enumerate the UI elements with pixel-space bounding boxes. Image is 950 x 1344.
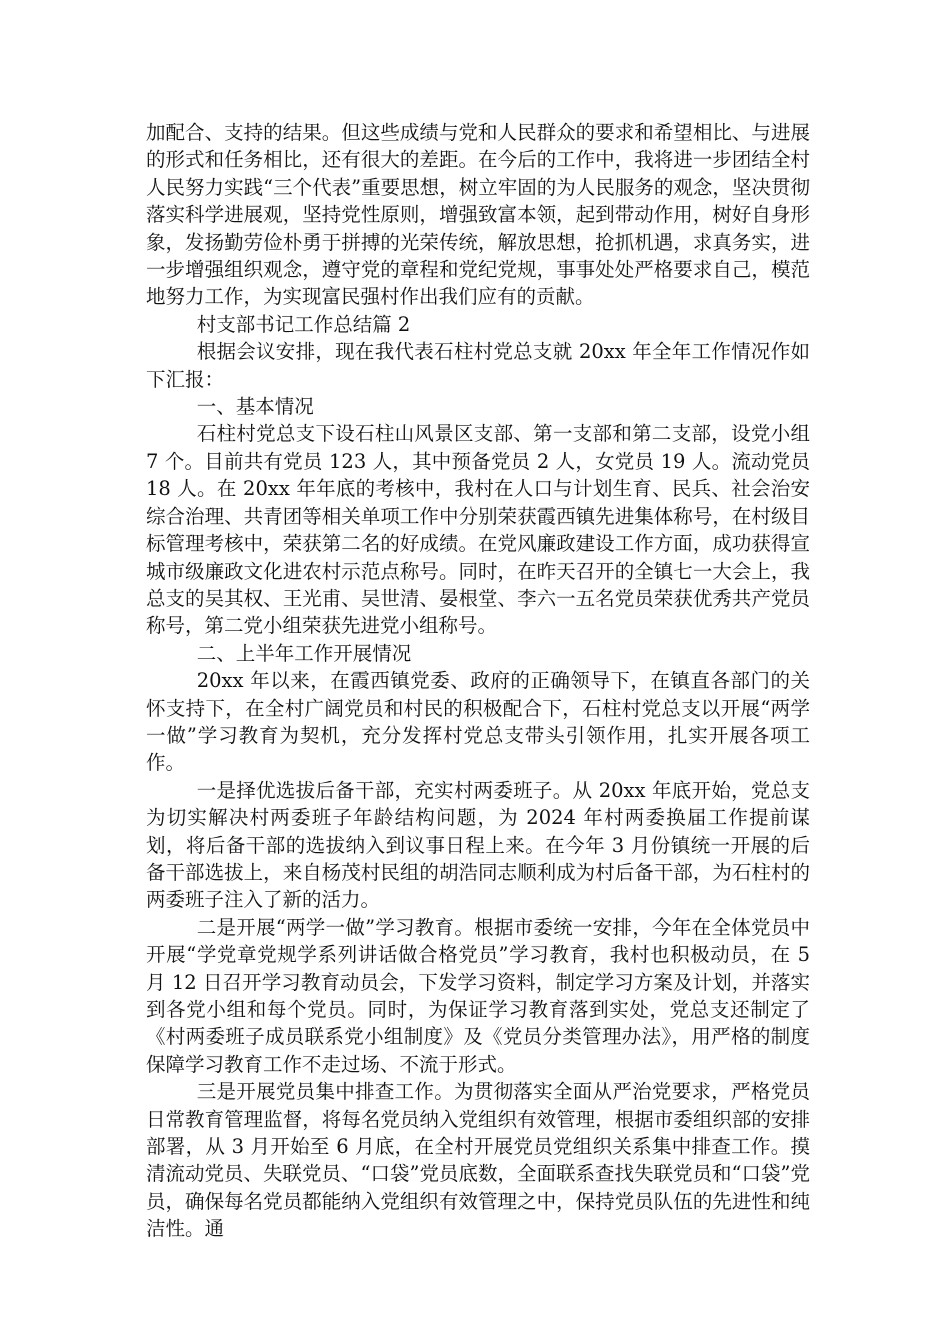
paragraph-reserve-cadres: 一是择优选拔后备干部，充实村两委班子。从 20xx 年底开始，党总支为切实解决村两委班子年龄结构问题，为 2024 年村两委换届工作提前谋划，将后备干部的选拔纳入到议事日程上来。在今年 3 月份镇统一开展的后备干部选拔上，来自杨茂村民组的胡浩同志顺利成为村后备干部，为石柱村的两委班子注入了新的活力。 bbox=[146, 778, 810, 912]
document-body bbox=[146, 119, 810, 1243]
paragraph-conclusion: 加配合、支持的结果。但这些成绩与党和人民群众的要求和希望相比、与进展的形式和任务相比，还有很大的差距。在今后的工作中，我将进一步团结全村人民努力实践“三个代表”重要思想，树立牢固的为人民服务的观念，坚决贯彻落实科学进展观，坚持党性原则，增强致富本领，起到带动作用，树好自身形象，发扬勤劳俭朴勇于拼搏的光荣传统，解放思想，抢抓机遇，求真务实，进一步增强组织观念，遵守党的章程和党纪党规，事事处处严格要求自己，模范地努力工作，为实现富民强村作出我们应有的贡献。 bbox=[146, 121, 810, 309]
section-title-report-2: 村支部书记工作总结篇 2 bbox=[196, 312, 411, 336]
paragraph-basic-situation: 石柱村党总支下设石柱山风景区支部、第一支部和第二支部，设党小组 7 个。目前共有党员 123 人，其中预备党员 2 人，女党员 19 人。流动党员 18 人。在 20xx 年年底的考核中，我村在人口与计划生育、民兵、社会治安综合治理、共青团等相关单项工作中分别荣获霞西镇先进集体称号，在村级目标管理考核中，荣获第二名的好成绩。在党风廉政建设工作方面，成功获得宣城市级廉政文化进农村示范点称号。同时，在昨天召开的全镇七一大会上，我总支的吴其权、王光甫、吴世清、晏根堂、李六一五名党员荣获优秀共产党员称号，第二党小组荣获先进党小组称号。 bbox=[146, 422, 810, 638]
paragraph-study-education: 二是开展“两学一做”学习教育。根据市委统一安排，今年在全体党员中开展“学党章党规学系列讲话做合格党员”学习教育，我村也积极动员，在 5 月 12 日召开学习教育动员会，下发学习资料，制定学习方案及计划，并落实到各党小组和每个党员。同时，为保证学习教育落到实处，党总支还制定了《村两委班子成员联系党小组制度》及《党员分类管理办法》，用严格的制度保障学习教育工作不走过场、不流于形式。 bbox=[146, 915, 810, 1076]
paragraph-member-check: 三是开展党员集中排查工作。为贯彻落实全面从严治党要求，严格党员日常教育管理监督，将每名党员纳入党组织有效管理，根据市委组织部的安排部署，从 3 月开始至 6 月底，在全村开展党员党组织关系集中排查工作。摸清流动党员、失联党员、“口袋”党员底数，全面联系查找失联党员和“口袋”党员，确保每名党员都能纳入党组织有效管理之中，保持党员队伍的先进性和纯洁性。通 bbox=[146, 1080, 810, 1241]
paragraph-first-half-overview: 20xx 年以来，在霞西镇党委、政府的正确领导下，在镇直各部门的关怀支持下，在全村广阔党员和村民的积极配合下，石柱村党总支以开展“两学一做”学习教育为契机，充分发挥村党总支带头引领作用，扎实开展各项工作。 bbox=[146, 669, 810, 775]
heading-first-half-work: 二、上半年工作开展情况 bbox=[196, 641, 412, 665]
paragraph-intro: 根据会议安排，现在我代表石柱村党总支就 20xx 年全年工作情况作如下汇报： bbox=[146, 340, 810, 391]
heading-basic-situation: 一、基本情况 bbox=[196, 395, 314, 419]
